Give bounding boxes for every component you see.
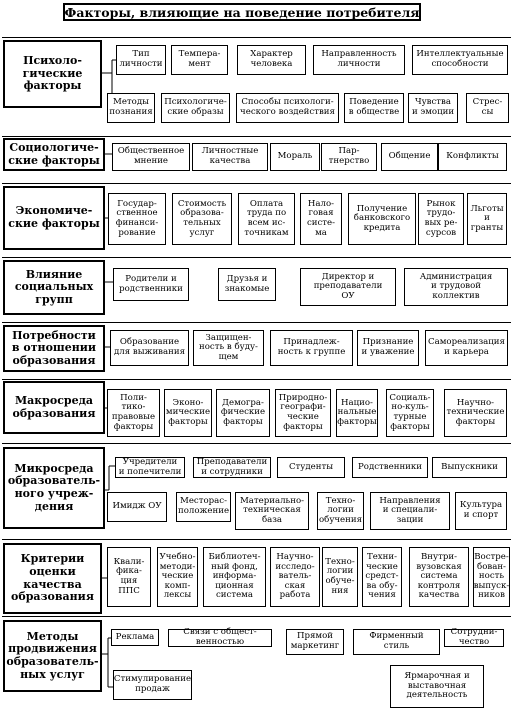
factor-box: Признание и уважение xyxy=(357,330,419,366)
factor-box: Социаль- но-куль- турные факторы xyxy=(386,389,434,437)
factor-box: Демогра- фические факторы xyxy=(216,389,270,437)
factor-box: Интеллектуальные способности xyxy=(412,45,508,75)
factor-box: Научно- исследо- ватель- ская работа xyxy=(270,547,320,607)
factor-box: Общение xyxy=(381,143,438,171)
factor-box: Библиотеч- ный фонд, информа- ционная система xyxy=(203,547,266,607)
factor-box: Выпускники xyxy=(432,457,507,478)
factor-box: Научно- технические факторы xyxy=(444,389,507,437)
factor-box: Сотрудни- чество xyxy=(444,629,504,647)
category-box: Психоло- гические факторы xyxy=(3,40,102,108)
factor-box: Личностные качества xyxy=(192,143,268,171)
factor-box: Рынок трудо- вых ре- сурсов xyxy=(418,193,464,245)
diagram-title: Факторы, влияющие на поведение потребителя xyxy=(64,4,420,20)
factor-box: Психологиче- ские образы xyxy=(161,93,230,123)
factor-box: Прямой маркетинг xyxy=(286,629,344,655)
factor-box: Студенты xyxy=(277,457,345,478)
category-box: Социологиче- ские факторы xyxy=(3,138,105,171)
factor-box: Стрес- сы xyxy=(466,93,509,123)
factor-box: Культура и спорт xyxy=(455,492,507,530)
factor-box: Поведение в обществе xyxy=(344,93,404,123)
factor-box: Преподаватели и сотрудники xyxy=(193,457,271,478)
factor-box: Образование для выживания xyxy=(110,330,189,366)
factor-box: Самореализация и карьера xyxy=(425,330,508,366)
factor-box: Оплата труда по всем ис- точникам xyxy=(238,193,295,245)
category-box: Влияние социальных групп xyxy=(3,260,105,315)
factor-box: Друзья и знакомые xyxy=(218,268,276,301)
factor-box: Реклама xyxy=(111,629,159,646)
factor-box: Квали- фика- ция ППС xyxy=(107,547,151,607)
factor-box: Нало- говая систе- ма xyxy=(300,193,342,245)
factor-box: Техно- логии обучения xyxy=(317,492,364,530)
factor-box: Внутри- вузовская система контроля качества xyxy=(409,547,469,607)
factor-box: Защищен- ность в буду- щем xyxy=(193,330,264,366)
factor-box: Эконо- мические факторы xyxy=(164,389,212,437)
factor-box: Темпера- мент xyxy=(171,45,228,75)
factor-box: Родственники xyxy=(352,457,428,478)
factor-box: Учредители и попечители xyxy=(115,457,185,478)
factor-box: Тип личности xyxy=(116,45,166,75)
category-box: Методы продвижения образователь- ных услуг xyxy=(3,620,102,692)
factor-box: Стимулирование продаж xyxy=(113,670,192,700)
factor-box: Способы психологи- ческого воздействия xyxy=(236,93,339,123)
factor-box: Государ- ственное финанси- рование xyxy=(108,193,166,245)
factor-box: Поли- тико- правовые факторы xyxy=(107,389,160,437)
factor-box: Принадлеж- ность к группе xyxy=(270,330,353,366)
factor-box: Чувства и эмоции xyxy=(408,93,458,123)
factor-box: Льготы и гранты xyxy=(467,193,507,245)
factor-box: Имидж ОУ xyxy=(107,492,167,522)
factor-box: Нацио- нальные факторы xyxy=(336,389,378,437)
category-box: Критерии оценки качества образования xyxy=(3,543,102,614)
factor-box: Пар- тнерство xyxy=(321,143,377,171)
factor-box: Востре- бован- ность выпуск- ников xyxy=(473,547,510,607)
factor-box: Ярмарочная и выставочная деятельность xyxy=(390,665,484,708)
factor-box: Получение банковского кредита xyxy=(348,193,416,245)
factor-box: Техни- ческие средст- ва обу- чения xyxy=(362,547,402,607)
factor-box: Учебно- методи- ческие комп- лексы xyxy=(157,547,198,607)
factor-box: Родители и родственники xyxy=(113,268,189,301)
factor-box: Стоимость образова- тельных услуг xyxy=(172,193,232,245)
category-box: Экономиче- ские факторы xyxy=(3,186,105,250)
factor-box: Характер человека xyxy=(237,45,306,75)
factor-box: Конфликты xyxy=(438,143,507,171)
factor-box: Связи с общест- венностью xyxy=(168,629,272,647)
factor-box: Администрация и трудовой коллектив xyxy=(404,268,508,306)
category-box: Микросреда образователь- ного учреж- дения xyxy=(3,447,105,529)
factor-box: Мораль xyxy=(270,143,320,171)
factor-box: Природно- географи- ческие факторы xyxy=(275,389,331,437)
factor-box: Направления и специали- зации xyxy=(370,492,450,530)
factor-box: Фирменный стиль xyxy=(353,629,440,655)
factor-box: Директор и преподаватели ОУ xyxy=(300,268,396,306)
factor-box: Направленность личности xyxy=(313,45,405,75)
factor-box: Техно- логии обуче- ния xyxy=(322,547,358,607)
factor-box: Материально- техническая база xyxy=(235,492,309,530)
factor-box: Методы познания xyxy=(107,93,155,123)
category-box: Макросреда образования xyxy=(3,381,105,434)
factor-box: Месторас- положение xyxy=(176,492,231,522)
factor-box: Общественное мнение xyxy=(112,143,190,171)
category-box: Потребности в отношении образования xyxy=(3,325,105,372)
